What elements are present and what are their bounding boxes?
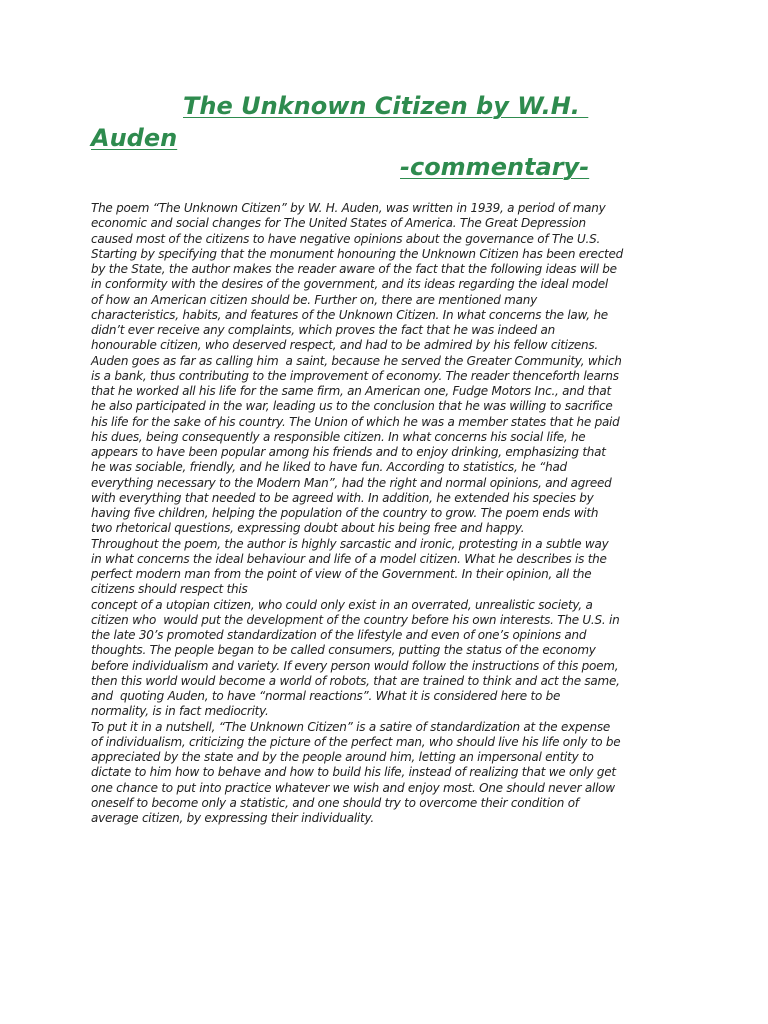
body-line: then this world would become a world of robots, that are trained to think and act the same, <box>91 673 620 688</box>
body-line: in what concerns the ideal behaviour and life of a model citizen. What he describes is the <box>91 551 607 566</box>
body-line: that he worked all his life for the same firm, an American one, Fudge Motors Inc., and that <box>91 384 611 398</box>
body-line: two rhetorical questions, expressing doubt about his being free and happy. <box>91 521 525 536</box>
body-line: the late 30’s promoted standardization of the lifestyle and even of one’s opinions and <box>91 628 587 642</box>
body-line: of individualism, criticizing the picture of the perfect man, who should live his life only to be <box>91 734 621 749</box>
body-line: didn’t ever receive any complaints, which proves the fact that he was indeed an <box>91 323 555 337</box>
body-line: having five children, helping the population of the country to grow. The poem ends with <box>91 506 599 520</box>
body-line: Throughout the poem, the author is highly sarcastic and ironic, protesting in a subtle way <box>91 536 609 551</box>
body-line: appears to have been popular among his friends and to enjoy drinking, emphasizing that <box>91 445 606 459</box>
body-line: citizen who would put the development of the country before his own interests. The U.S. in <box>91 612 620 627</box>
body-line: normality, is in fact mediocrity. <box>91 704 269 719</box>
body-line: one chance to put into practice whatever we wish and enjoy most. One should never allow <box>91 780 615 795</box>
body-line: caused most of the citizens to have negative opinions about the governance of The U.S. <box>91 231 601 246</box>
body-line: Auden goes as far as calling him a saint, because he served the Greater Community, which <box>91 353 622 368</box>
title-line-1: The Unknown Citizen by W.H. <box>183 92 589 120</box>
title-line-2: Auden <box>91 124 178 152</box>
body-line: oneself to become only a statistic, and one should try to overcome their condition of <box>91 795 579 810</box>
body-line: perfect modern man from the point of view of the Government. In their opinion, all the <box>91 567 592 581</box>
body-line: his life for the sake of his country. The Union of which he was a member states that he paid <box>91 414 620 429</box>
body-line: his dues, being consequently a responsible citizen. In what concerns his social life, he <box>91 429 586 444</box>
body-line: in conformity with the desires of the government, and its ideas regarding the ideal model <box>91 277 608 292</box>
body-line: he also participated in the war, leading us to the conclusion that he was willing to sacrifice <box>91 399 613 414</box>
body-line: average citizen, by expressing their individuality. <box>91 811 374 825</box>
body-line: citizens should respect this <box>91 582 248 597</box>
body-line: before individualism and variety. If every person would follow the instructions of this poem, <box>91 658 619 673</box>
body-line: of how an American citizen should be. Further on, there are mentioned many <box>91 292 537 307</box>
body-line: concept of a utopian citizen, who could only exist in an overrated, unrealistic society, a <box>91 597 593 612</box>
body-line: Starting by specifying that the monument honouring the Unknown Citizen has been erected <box>91 246 623 261</box>
body-line: is a bank, thus contributing to the improvement of economy. The reader thenceforth learns <box>91 368 619 383</box>
body-line: everything necessary to the Modern Man”, had the right and normal opinions, and agreed <box>91 475 612 490</box>
subtitle: -commentary- <box>400 153 590 181</box>
body-line: honourable citizen, who deserved respect, and had to be admired by his fellow citizens. <box>91 338 598 353</box>
body-line: characteristics, habits, and features of the Unknown Citizen. In what concerns the law, he <box>91 307 608 322</box>
body-line: The poem “The Unknown Citizen” by W. H. Auden, was written in 1939, a period of many <box>91 201 606 215</box>
body-line: he was sociable, friendly, and he liked to have fun. According to statistics, he “had <box>91 460 567 475</box>
body-line: appreciated by the state and by the people around him, letting an impersonal entity to <box>91 750 594 764</box>
body-line: thoughts. The people began to be called consumers, putting the status of the economy <box>91 643 596 658</box>
commentary-body <box>91 201 691 826</box>
body-line: To put it in a nutshell, “The Unknown Citizen” is a satire of standardization at the expense <box>91 719 610 734</box>
body-line: with everything that needed to be agreed with. In addition, he extended his species by <box>91 490 594 505</box>
body-line: economic and social changes for The United States of America. The Great Depression <box>91 216 586 231</box>
body-line: dictate to him how to behave and how to build his life, instead of realizing that we only get <box>91 765 616 780</box>
body-line: and quoting Auden, to have “normal reactions”. What it is considered here to be <box>91 689 561 703</box>
body-line: by the State, the author makes the reader aware of the fact that the following ideas will be <box>91 262 617 276</box>
